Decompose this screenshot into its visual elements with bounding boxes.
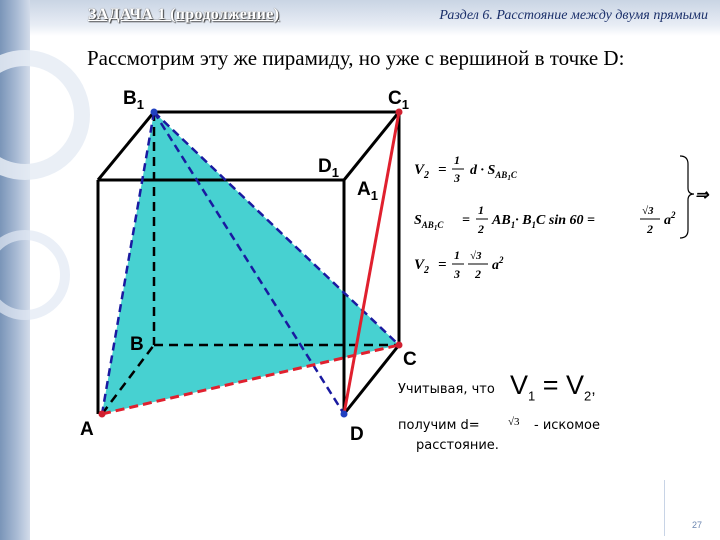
svg-text:SAB1C: $S_{AB}1C$ [414, 213, 444, 232]
svg-text:d · SAB1C: $d \cdot S_{AB}1C$ [470, 163, 517, 182]
distance-value: √3 [508, 416, 520, 428]
formula-area [414, 203, 676, 236]
svg-text:1: 1 [454, 153, 460, 167]
label-d: D [350, 424, 364, 445]
svg-text:=: = [438, 257, 447, 273]
vertex-c [396, 342, 403, 349]
formula-volume-1 [414, 153, 518, 185]
svg-text:√3: √3 [642, 205, 654, 217]
label-b1: $B_1$ [123, 88, 144, 112]
svg-text:√3: √3 [470, 250, 482, 262]
brace-icon [680, 156, 694, 238]
label-d1: $D_1$ [318, 156, 339, 180]
implies-arrow-icon: ⇒ [695, 187, 709, 204]
vertex-a [99, 411, 106, 418]
svg-text:V2: $V_2$ [414, 162, 430, 181]
svg-text:V2: $V_2$ [414, 257, 430, 276]
conclusion-line-2: получим d= [398, 418, 480, 433]
svg-text:a2: $a^2$ [664, 210, 676, 228]
svg-text:2: 2 [647, 222, 653, 236]
label-c1: $C_1$ [388, 88, 409, 112]
label-b: B [130, 334, 144, 355]
conclusion-line-1: Учитывая, что [398, 382, 495, 397]
svg-text:3: 3 [454, 171, 460, 185]
intro-text: Рассмотрим эту же пирамиду, но уже с вершиной в точке D: [87, 46, 625, 70]
label-a: A [80, 419, 94, 440]
problem-title: ЗАДАЧА 1 (продолжение) [88, 6, 280, 23]
vertex-d [341, 411, 348, 418]
svg-text:=: = [462, 213, 470, 228]
vertex-b1 [151, 109, 158, 116]
formula-volume-2 [414, 248, 504, 281]
svg-text:2: 2 [478, 222, 484, 236]
svg-text:3: 3 [454, 267, 460, 281]
svg-text:=: = [438, 162, 447, 178]
svg-text:2: 2 [475, 267, 481, 281]
formula-block [412, 150, 712, 290]
svg-text:1: 1 [478, 203, 484, 217]
conclusion-line-2-end: - искомое [534, 418, 600, 433]
svg-text:AB1· B1C sin 60 =: $AB_1\cdot B_1C$ sin 60 = [492, 213, 595, 230]
label-c: C [403, 349, 417, 370]
page-number: 27 [691, 520, 702, 530]
edge-a1-c1 [344, 112, 399, 180]
section-title: Раздел 6. Расстояние между двумя прямыми [439, 8, 708, 23]
volume-equality: $V_1 = V_2$, [510, 370, 596, 404]
red-edge-c1-d [344, 112, 399, 414]
label-a1: $A_1$ [357, 179, 378, 203]
conclusion-line-3: расстояние. [416, 438, 499, 453]
svg-text:1: 1 [454, 248, 460, 262]
svg-text:a2: $a^2$ [492, 255, 504, 273]
page-number-divider [664, 480, 665, 536]
